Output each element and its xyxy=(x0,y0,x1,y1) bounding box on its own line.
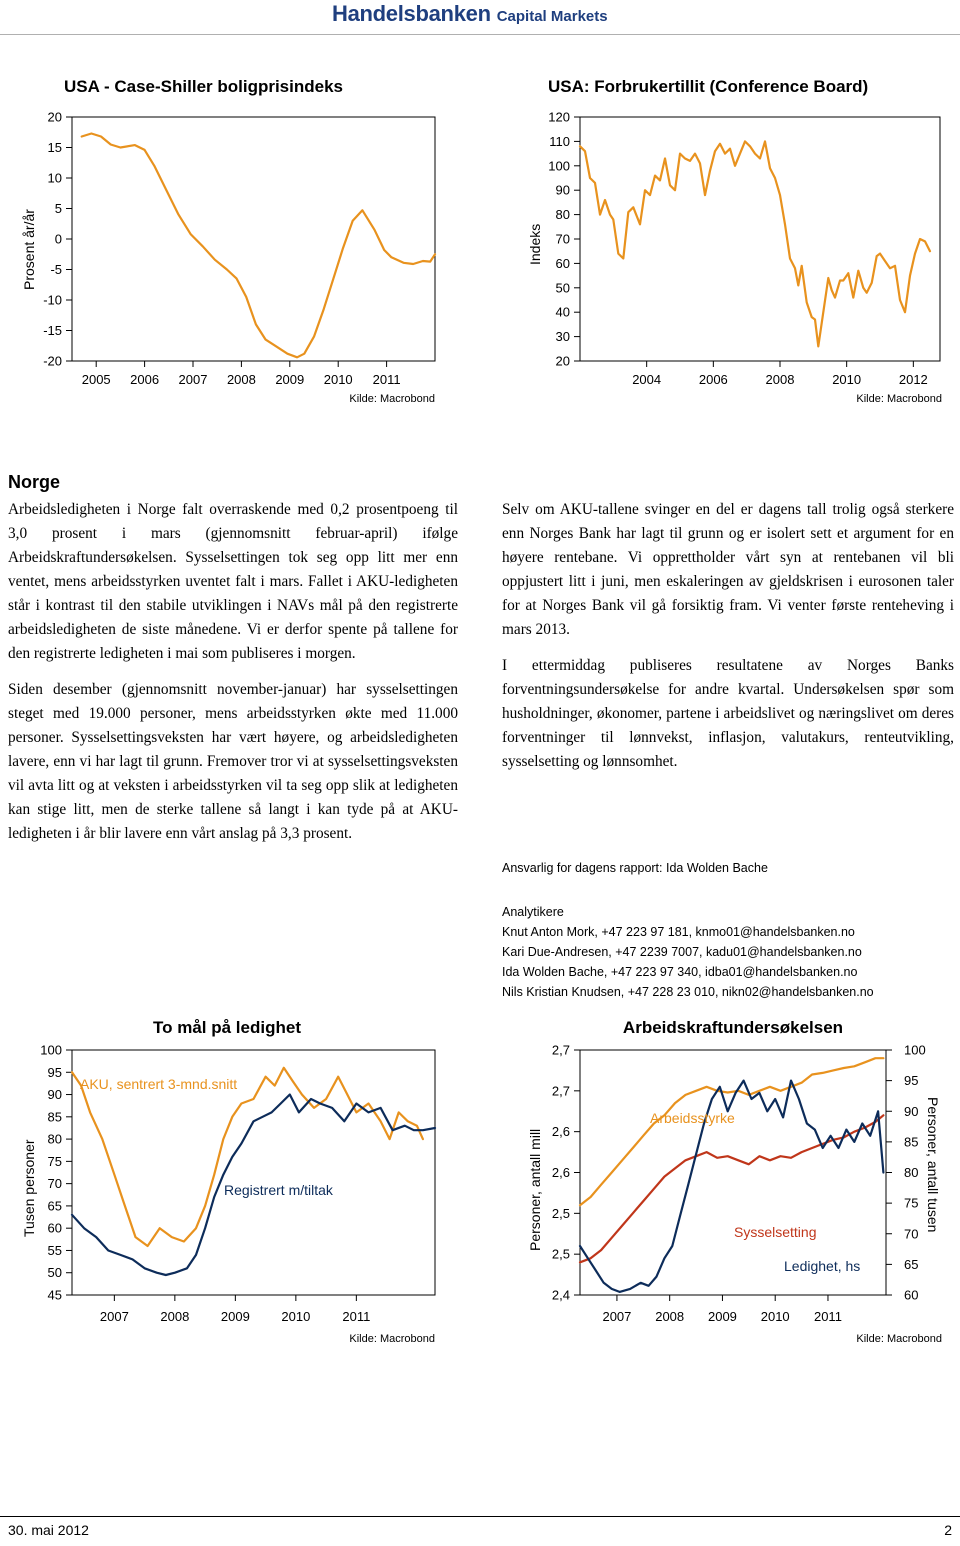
section-title: Norge xyxy=(8,472,61,492)
y-tick-label: 20 xyxy=(555,353,570,369)
y-tick-label: 20 xyxy=(47,109,62,125)
x-tick-label: 2008 xyxy=(226,372,256,387)
y-tick-label: 2,5 xyxy=(551,1246,570,1262)
y2-tick-label: 80 xyxy=(904,1165,919,1180)
chart-title: USA - Case-Shiller boligprisindeks xyxy=(64,77,343,96)
x-tick-label: 2007 xyxy=(99,1309,129,1324)
y-tick-label: 0 xyxy=(54,231,62,247)
x-tick-label: 2008 xyxy=(765,372,795,387)
y-tick-label: 2,6 xyxy=(551,1124,570,1140)
y-tick-label: 100 xyxy=(40,1042,62,1058)
source-label: Kilde: Macrobond xyxy=(856,1333,942,1345)
chart-case-shiller-svg xyxy=(0,60,460,410)
x-tick-label: 2012 xyxy=(898,372,928,387)
plot-frame xyxy=(580,117,940,361)
y2-tick-label: 85 xyxy=(904,1134,919,1150)
y-tick-label: 120 xyxy=(548,109,570,125)
x-tick-label: 2011 xyxy=(813,1309,842,1324)
right-text-column xyxy=(502,498,954,786)
analyst-line: Knut Anton Mork, +47 223 97 181, knmo01@handelsbanken.no xyxy=(502,925,855,939)
responsible-line: Ansvarlig for dagens rapport: Ida Wolden Bache xyxy=(502,861,768,875)
y2-tick-label: 95 xyxy=(904,1073,919,1089)
y-tick-label: 2,4 xyxy=(551,1287,570,1303)
y-tick-label: 2,7 xyxy=(551,1083,570,1099)
y-tick-label: 80 xyxy=(47,1131,62,1147)
source-label: Kilde: Macrobond xyxy=(856,393,942,405)
x-tick-label: 2011 xyxy=(372,372,401,387)
series-line xyxy=(82,134,435,358)
y-tick-label: 50 xyxy=(47,1265,62,1281)
paragraph: Siden desember (gjennomsnitt november-januar) har sysselsettingen steget med 19.000 personer, mens arbeidsstyrken økte med 11.000 personer. Sysselsettingsveksten har vært høyere, og arbeidsledigheten lavere, enn vi har lagt til grunn. Fremover tror vi at sysselsettingsveksten vil avta litt og at veksten i arbeidsstyrken vil ta seg opp slik at ledigheten kan stige litt, men de sterke tallene så langt i kan tyde på at AKU-ledigheten i år blir lavere enn vårt anslag på 3,3 prosent. xyxy=(8,681,458,842)
x-tick-label: 2005 xyxy=(81,372,111,387)
x-tick-label: 2010 xyxy=(281,1309,311,1324)
series-line xyxy=(72,1068,423,1246)
y-tick-label: 55 xyxy=(47,1242,62,1258)
y-tick-label: 110 xyxy=(549,133,570,149)
y-axis-label: Indeks xyxy=(527,223,543,265)
chart-title: Arbeidskraftundersøkelsen xyxy=(622,1018,844,1037)
chart-conference-board-svg xyxy=(500,60,960,410)
page-number: 2 xyxy=(944,1522,952,1538)
annotation-sysselsetting: Sysselsetting xyxy=(734,1224,817,1240)
chart-aku-svg xyxy=(500,1005,960,1350)
x-tick-label: 2006 xyxy=(130,372,160,387)
y-tick-label: 50 xyxy=(555,280,570,296)
brand-main: Handelsbanken xyxy=(332,1,491,26)
x-tick-label: 2010 xyxy=(323,372,353,387)
y-tick-label: 80 xyxy=(555,207,570,223)
y-tick-label: 2,6 xyxy=(551,1165,570,1180)
x-tick-label: 2007 xyxy=(178,372,208,387)
x-tick-label: 2010 xyxy=(832,372,862,387)
y-tick-label: -15 xyxy=(43,323,62,338)
source-label: Kilde: Macrobond xyxy=(349,393,435,405)
y2-tick-label: 90 xyxy=(904,1103,919,1119)
y-tick-label: -10 xyxy=(43,292,62,308)
header xyxy=(0,0,960,35)
x-tick-label: 2006 xyxy=(698,372,728,387)
y-tick-label: 95 xyxy=(47,1064,62,1080)
x-tick-label: 2004 xyxy=(632,372,662,387)
analysts-title: Analytikere xyxy=(502,905,564,919)
footer-divider xyxy=(0,1516,960,1517)
analyst-line: Nils Kristian Knudsen, +47 228 23 010, nikn02@handelsbanken.no xyxy=(502,985,874,999)
y-tick-label: 2,7 xyxy=(551,1042,570,1058)
y-tick-label: 90 xyxy=(555,182,570,198)
y-tick-label: -20 xyxy=(43,353,62,369)
paragraph: Arbeidsledigheten i Norge falt overraskende med 0,2 prosentpoeng til 3,0 prosent i mars (gjennomsnitt februar-april) ifølge Arbeidskraftundersøkelsen. Sysselsettingen tok seg opp litt mer enn ventet, mens arbeidsstyrken uventet falt i mars. Fallet i AKU-ledigheten står i kontrast til den stabile utviklingen i NAVs mål på den registrerte arbeidsledigheten de siste månedene. Vi er derfor spente på tallene for den registrerte ledigheten i mai som publiseres i morgen. xyxy=(8,501,458,662)
y-tick-label: -5 xyxy=(50,262,62,277)
chart-conference-board xyxy=(500,60,960,410)
series-line xyxy=(580,1115,883,1262)
y2-axis-label: Personer, antall tusen xyxy=(925,1097,941,1233)
y-tick-label: 70 xyxy=(555,231,570,247)
x-tick-label: 2009 xyxy=(275,372,305,387)
y-tick-label: 5 xyxy=(54,201,62,216)
chart-arbeidskraftundersokelsen xyxy=(500,1005,960,1350)
annotation-aku: AKU, sentrert 3-mnd.snitt xyxy=(80,1076,238,1092)
chart-title: To mål på ledighet xyxy=(153,1018,301,1037)
y-tick-label: 65 xyxy=(47,1198,62,1214)
y2-tick-label: 65 xyxy=(904,1256,919,1272)
y-tick-label: 45 xyxy=(47,1287,62,1303)
y-tick-label: 30 xyxy=(555,329,570,345)
y-tick-label: 60 xyxy=(555,255,570,271)
plot-frame xyxy=(72,117,435,361)
y-tick-label: 15 xyxy=(47,140,62,155)
chart-title: USA: Forbrukertillit (Conference Board) xyxy=(548,77,869,96)
analyst-line: Kari Due-Andresen, +47 2239 7007, kadu01@handelsbanken.no xyxy=(502,945,862,959)
paragraph: Selv om AKU-tallene svinger en del er dagens tall trolig også sterkere enn Norges Bank har lagt til grunn og er isolert sett et argument for en høyere rentebane. Vi opprettholder vårt syn at rentebanen vil bli oppjustert litt i juni, men eskaleringen av gjeldskrisen i eurosonen taler for at Norges Bank vil gå forsiktig fram. Vi venter første renteheving i mars 2013. xyxy=(502,501,954,638)
series-line xyxy=(580,141,930,346)
y-tick-label: 40 xyxy=(555,304,570,320)
x-tick-label: 2011 xyxy=(342,1309,371,1324)
y-tick-label: 90 xyxy=(47,1087,62,1103)
footer-date: 30. mai 2012 xyxy=(8,1522,89,1538)
x-tick-label: 2010 xyxy=(760,1309,790,1324)
chart-case-shiller xyxy=(0,60,460,410)
x-tick-label: 2009 xyxy=(220,1309,250,1324)
source-label: Kilde: Macrobond xyxy=(349,1333,435,1345)
brand-sub: Capital Markets xyxy=(496,8,608,25)
y-tick-label: 70 xyxy=(47,1176,62,1192)
y-axis-label: Tusen personer xyxy=(21,1139,37,1237)
left-text-column xyxy=(8,498,458,858)
brand-logo xyxy=(332,1,608,27)
series-line xyxy=(580,1058,883,1205)
x-tick-label: 2008 xyxy=(655,1309,685,1324)
y-tick-label: 85 xyxy=(47,1109,62,1125)
x-tick-label: 2008 xyxy=(160,1309,190,1324)
chart-to-maal-svg xyxy=(0,1005,460,1350)
paragraph: I ettermiddag publiseres resultatene av Norges Banks forventningsundersøkelse for andre kvartal. Undersøkelsen spør som husholdninger, økonomer, partene i arbeidslivet og næringslivet om deres forventninger til lønnvekst, inflasjon, valutakurs, renteutvikling, sysselsetting og lønnsomhet. xyxy=(502,657,954,770)
x-tick-label: 2007 xyxy=(602,1309,632,1324)
analyst-line: Ida Wolden Bache, +47 223 97 340, idba01@handelsbanken.no xyxy=(502,965,858,979)
y2-tick-label: 60 xyxy=(904,1287,919,1303)
chart-to-maal-paa-ledighet xyxy=(0,1005,460,1350)
y2-tick-label: 75 xyxy=(904,1195,919,1211)
y-tick-label: 75 xyxy=(47,1153,62,1169)
annotation-ledighet: Ledighet, hs xyxy=(784,1258,861,1274)
y2-tick-label: 100 xyxy=(904,1042,926,1058)
annotation-registrert: Registrert m/tiltak xyxy=(224,1182,333,1198)
y-tick-label: 10 xyxy=(47,170,62,186)
x-tick-label: 2009 xyxy=(707,1309,737,1324)
y-tick-label: 100 xyxy=(548,158,570,174)
y-tick-label: 2,5 xyxy=(551,1205,570,1221)
annotation-arbeidsstyrke: Arbeidsstyrke xyxy=(650,1110,735,1126)
y-axis-label: Prosent år/år xyxy=(21,209,37,290)
y-tick-label: 60 xyxy=(47,1220,62,1236)
y2-tick-label: 70 xyxy=(904,1226,919,1242)
y-axis-label: Personer, antall mill xyxy=(527,1128,543,1251)
